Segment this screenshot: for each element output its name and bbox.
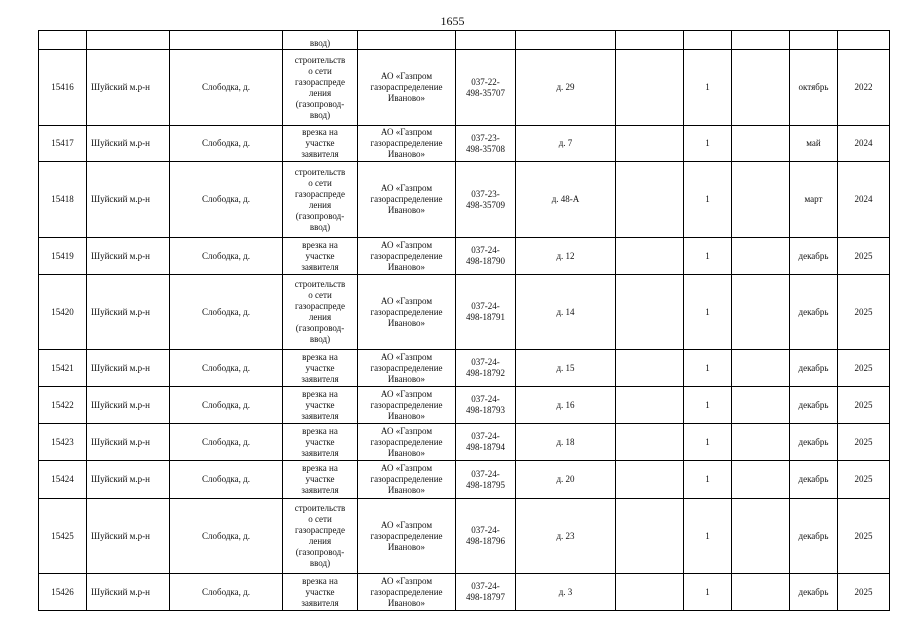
row-number-cell: 15425 bbox=[39, 499, 87, 574]
organization-cell: АО «Газпром газораспределение Иваново» bbox=[358, 350, 456, 387]
application-code-cell: 037-24- 498-18793 bbox=[456, 387, 516, 424]
table-row bbox=[39, 574, 890, 611]
month-cell: декабрь bbox=[790, 238, 838, 275]
table-row bbox=[39, 387, 890, 424]
locality-cell: Слободка, д. bbox=[170, 499, 283, 574]
table-row bbox=[39, 50, 890, 126]
work-type-cell: врезка на участке заявителя bbox=[283, 574, 358, 611]
house-cell: д. 18 bbox=[516, 424, 616, 461]
month-cell: декабрь bbox=[790, 461, 838, 499]
count-cell: 1 bbox=[684, 424, 732, 461]
count-cell: 1 bbox=[684, 275, 732, 350]
application-code-cell: 037-23- 498-35709 bbox=[456, 162, 516, 238]
year-cell: 2025 bbox=[838, 238, 890, 275]
empty-cell bbox=[732, 499, 790, 574]
empty-cell bbox=[616, 126, 684, 162]
continuation-type-cell: ввод) bbox=[283, 31, 358, 50]
district-cell: Шуйский м.р-н bbox=[87, 387, 170, 424]
row-number-cell: 15422 bbox=[39, 387, 87, 424]
year-cell: 2025 bbox=[838, 424, 890, 461]
row-number-cell: 15424 bbox=[39, 461, 87, 499]
application-code-cell: 037-24- 498-18797 bbox=[456, 574, 516, 611]
count-cell: 1 bbox=[684, 461, 732, 499]
month-cell: декабрь bbox=[790, 574, 838, 611]
table-row bbox=[39, 424, 890, 461]
empty-cell bbox=[616, 50, 684, 126]
district-cell: Шуйский м.р-н bbox=[87, 50, 170, 126]
application-code-cell: 037-24- 498-18794 bbox=[456, 424, 516, 461]
house-cell: д. 14 bbox=[516, 275, 616, 350]
district-cell: Шуйский м.р-н bbox=[87, 424, 170, 461]
empty-cell bbox=[616, 424, 684, 461]
empty-cell bbox=[732, 387, 790, 424]
work-type-cell: врезка на участке заявителя bbox=[283, 461, 358, 499]
month-cell: декабрь bbox=[790, 424, 838, 461]
year-cell: 2022 bbox=[838, 50, 890, 126]
year-cell: 2024 bbox=[838, 162, 890, 238]
locality-cell: Слободка, д. bbox=[170, 275, 283, 350]
work-type-cell: строительств о сети газораспреде ления (газопровод- ввод) bbox=[283, 50, 358, 126]
year-cell: 2025 bbox=[838, 499, 890, 574]
count-cell: 1 bbox=[684, 50, 732, 126]
district-cell: Шуйский м.р-н bbox=[87, 238, 170, 275]
table-row bbox=[39, 499, 890, 574]
count-cell: 1 bbox=[684, 574, 732, 611]
month-cell: март bbox=[790, 162, 838, 238]
empty-cell bbox=[732, 350, 790, 387]
locality-cell: Слободка, д. bbox=[170, 350, 283, 387]
empty-cell bbox=[732, 126, 790, 162]
house-cell: д. 16 bbox=[516, 387, 616, 424]
empty-cell bbox=[616, 499, 684, 574]
organization-cell: АО «Газпром газораспределение Иваново» bbox=[358, 126, 456, 162]
organization-cell: АО «Газпром газораспределение Иваново» bbox=[358, 461, 456, 499]
application-code-cell: 037-23- 498-35708 bbox=[456, 126, 516, 162]
month-cell: декабрь bbox=[790, 350, 838, 387]
table-row bbox=[39, 461, 890, 499]
empty-cell bbox=[616, 461, 684, 499]
organization-cell: АО «Газпром газораспределение Иваново» bbox=[358, 238, 456, 275]
row-number-cell: 15423 bbox=[39, 424, 87, 461]
district-cell: Шуйский м.р-н bbox=[87, 162, 170, 238]
year-cell: 2025 bbox=[838, 275, 890, 350]
empty-cell bbox=[732, 238, 790, 275]
district-cell: Шуйский м.р-н bbox=[87, 461, 170, 499]
work-type-cell: врезка на участке заявителя bbox=[283, 350, 358, 387]
count-cell: 1 bbox=[684, 238, 732, 275]
month-cell: декабрь bbox=[790, 387, 838, 424]
organization-cell: АО «Газпром газораспределение Иваново» bbox=[358, 499, 456, 574]
district-cell: Шуйский м.р-н bbox=[87, 499, 170, 574]
district-cell: Шуйский м.р-н bbox=[87, 350, 170, 387]
count-cell: 1 bbox=[684, 499, 732, 574]
count-cell: 1 bbox=[684, 387, 732, 424]
month-cell: декабрь bbox=[790, 275, 838, 350]
house-cell: д. 23 bbox=[516, 499, 616, 574]
house-cell: д. 7 bbox=[516, 126, 616, 162]
organization-cell: АО «Газпром газораспределение Иваново» bbox=[358, 574, 456, 611]
house-cell: д. 48-А bbox=[516, 162, 616, 238]
row-number-cell: 15419 bbox=[39, 238, 87, 275]
district-cell: Шуйский м.р-н bbox=[87, 275, 170, 350]
empty-cell bbox=[732, 461, 790, 499]
house-cell: д. 3 bbox=[516, 574, 616, 611]
continuation-row bbox=[39, 31, 890, 50]
page-number: 1655 bbox=[440, 14, 465, 28]
work-type-cell: строительств о сети газораспреде ления (газопровод- ввод) bbox=[283, 275, 358, 350]
row-number-cell: 15417 bbox=[39, 126, 87, 162]
work-type-cell: врезка на участке заявителя bbox=[283, 126, 358, 162]
locality-cell: Слободка, д. bbox=[170, 50, 283, 126]
organization-cell: АО «Газпром газораспределение Иваново» bbox=[358, 50, 456, 126]
year-cell: 2025 bbox=[838, 387, 890, 424]
application-code-cell: 037-24- 498-18792 bbox=[456, 350, 516, 387]
locality-cell: Слободка, д. bbox=[170, 238, 283, 275]
application-code-cell: 037-24- 498-18791 bbox=[456, 275, 516, 350]
empty-cell bbox=[616, 162, 684, 238]
locality-cell: Слободка, д. bbox=[170, 461, 283, 499]
count-cell: 1 bbox=[684, 350, 732, 387]
table-row bbox=[39, 275, 890, 350]
empty-cell bbox=[732, 424, 790, 461]
row-number-cell: 15426 bbox=[39, 574, 87, 611]
organization-cell: АО «Газпром газораспределение Иваново» bbox=[358, 162, 456, 238]
year-cell: 2025 bbox=[838, 574, 890, 611]
empty-cell bbox=[732, 50, 790, 126]
year-cell: 2024 bbox=[838, 126, 890, 162]
locality-cell: Слободка, д. bbox=[170, 424, 283, 461]
organization-cell: АО «Газпром газораспределение Иваново» bbox=[358, 387, 456, 424]
district-cell: Шуйский м.р-н bbox=[87, 126, 170, 162]
row-number-cell: 15420 bbox=[39, 275, 87, 350]
locality-cell: Слободка, д. bbox=[170, 387, 283, 424]
empty-cell bbox=[616, 350, 684, 387]
house-cell: д. 12 bbox=[516, 238, 616, 275]
application-code-cell: 037-24- 498-18796 bbox=[456, 499, 516, 574]
empty-cell bbox=[732, 574, 790, 611]
empty-cell bbox=[732, 275, 790, 350]
organization-cell: АО «Газпром газораспределение Иваново» bbox=[358, 275, 456, 350]
count-cell: 1 bbox=[684, 126, 732, 162]
empty-cell bbox=[732, 162, 790, 238]
locality-cell: Слободка, д. bbox=[170, 126, 283, 162]
work-type-cell: строительств о сети газораспреде ления (газопровод- ввод) bbox=[283, 162, 358, 238]
table-row bbox=[39, 238, 890, 275]
month-cell: май bbox=[790, 126, 838, 162]
application-code-cell: 037-24- 498-18795 bbox=[456, 461, 516, 499]
house-cell: д. 29 bbox=[516, 50, 616, 126]
count-cell: 1 bbox=[684, 162, 732, 238]
year-cell: 2025 bbox=[838, 461, 890, 499]
table-row bbox=[39, 126, 890, 162]
work-type-cell: врезка на участке заявителя bbox=[283, 238, 358, 275]
month-cell: октябрь bbox=[790, 50, 838, 126]
month-cell: декабрь bbox=[790, 499, 838, 574]
work-type-cell: врезка на участке заявителя bbox=[283, 424, 358, 461]
row-number-cell: 15421 bbox=[39, 350, 87, 387]
registry-table bbox=[38, 30, 890, 611]
row-number-cell: 15418 bbox=[39, 162, 87, 238]
locality-cell: Слободка, д. bbox=[170, 162, 283, 238]
row-number-cell: 15416 bbox=[39, 50, 87, 126]
work-type-cell: строительств о сети газораспреде ления (газопровод- ввод) bbox=[283, 499, 358, 574]
table-row bbox=[39, 162, 890, 238]
empty-cell bbox=[616, 574, 684, 611]
application-code-cell: 037-24- 498-18790 bbox=[456, 238, 516, 275]
empty-cell bbox=[616, 238, 684, 275]
empty-cell bbox=[616, 387, 684, 424]
house-cell: д. 20 bbox=[516, 461, 616, 499]
year-cell: 2025 bbox=[838, 350, 890, 387]
organization-cell: АО «Газпром газораспределение Иваново» bbox=[358, 424, 456, 461]
empty-cell bbox=[616, 275, 684, 350]
locality-cell: Слободка, д. bbox=[170, 574, 283, 611]
district-cell: Шуйский м.р-н bbox=[87, 574, 170, 611]
application-code-cell: 037-22- 498-35707 bbox=[456, 50, 516, 126]
house-cell: д. 15 bbox=[516, 350, 616, 387]
work-type-cell: врезка на участке заявителя bbox=[283, 387, 358, 424]
table-row bbox=[39, 350, 890, 387]
